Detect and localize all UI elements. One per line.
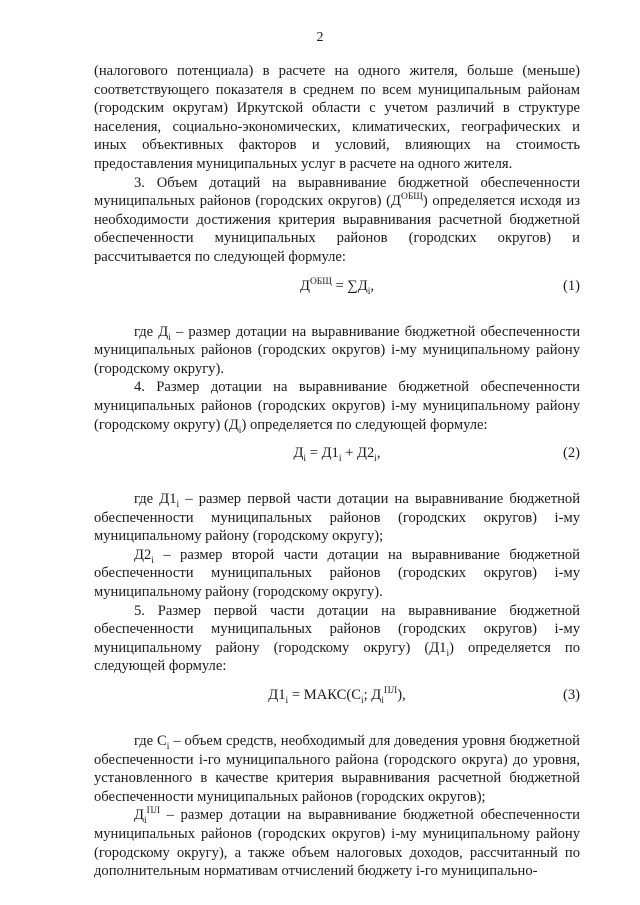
paragraph-def-ci: где $С_i$ – объем средств, необходимый для доведения уровня бюджетной обеспеченности i-го муниципального района (городского округа) до уровня, установленного в качестве критерия выравнивания расчетной бюджетной обеспеченности муниципальных районов (городских округов); bbox=[94, 733, 580, 805]
paragraph-item-5: 5. Размер первой части дотации на выравнивание бюджетной обеспеченности муниципальных районов (городских округов) i-му муниципальному району (городскому округу) $(Д1_i)$ определяется по следующей формуле: bbox=[94, 602, 580, 675]
paragraph-continuation: (налогового потенциала) в расчете на одного жителя, больше (меньше) соответствующего показателя в среднем по всем муниципальным районам (городским округам) Иркутской области с учетом различий в структуре населения, социально-экономических, климатических, географических и иных объективных факторов и условий, влияющих на стоимость предоставления муниципальных услуг в расчете на одного жителя. bbox=[94, 63, 580, 172]
formula-3 bbox=[94, 686, 580, 712]
formula-3-number: (3) bbox=[562, 687, 580, 704]
paragraph-def-di: где $Д_i$ – размер дотации на выравнивание бюджетной обеспеченности муниципальных районов (городских округов) i-му муниципальному району (городскому округу). bbox=[94, 323, 581, 377]
paragraph-def-d1i: где $Д1_i$ – размер первой части дотации на выравнивание бюджетной обеспеченности муниципальных районов (городских округов) i-му муниципальному району (городскому округу); bbox=[94, 491, 581, 545]
formula-2 bbox=[94, 444, 580, 470]
formula-2-number: (2) bbox=[562, 445, 580, 462]
paragraph-def-dipl: $Д_i^{ПЛ}$ – размер дотации на выравнивание бюджетной обеспеченности муниципальных районов (городских округов) i-му муниципальному району (городскому округу), а также объем налоговых доходов, рассчитанный по дополнительным нормативам отчислений бюджету i-го муниципально- bbox=[94, 806, 580, 880]
formula-3-expression: $Д1_i$ = $МАКС(С_i$; $Д_i^{ПЛ}$), bbox=[268, 686, 406, 706]
paragraph-item-3: 3. Объем дотаций на выравнивание бюджетной обеспеченности муниципальных районов (городских округов) $(Д^{ОБЩ})$ определяется исходя из необходимости достижения критерия выравнивания расчетной бюджетной обеспеченности муниципальных районов (городских округов) и рассчитывается по следующей формуле: bbox=[94, 174, 580, 265]
document-body bbox=[94, 62, 580, 881]
paragraph-item-4: 4. Размер дотации на выравнивание бюджетной обеспеченности муниципальных районов (городских округов) i-му муниципальному району (городскому округу) $(Д_i)$ определяется по следующей формуле: bbox=[94, 379, 580, 436]
page-number: 2 bbox=[316, 30, 324, 45]
formula-2-expression: $Д_i = Д1_i + Д2_i$, bbox=[293, 445, 381, 464]
formula-1-number: (1) bbox=[562, 277, 580, 294]
formula-1 bbox=[94, 277, 580, 303]
paragraph-def-d2i: $Д2_i$ – размер второй части дотации на выравнивание бюджетной обеспеченности муниципальных районов (городских округов) i-му муниципальному району (городскому округу). bbox=[94, 546, 580, 601]
formula-1-expression: $Д^{ОБЩ} = \sum Д_i$, bbox=[299, 276, 375, 297]
